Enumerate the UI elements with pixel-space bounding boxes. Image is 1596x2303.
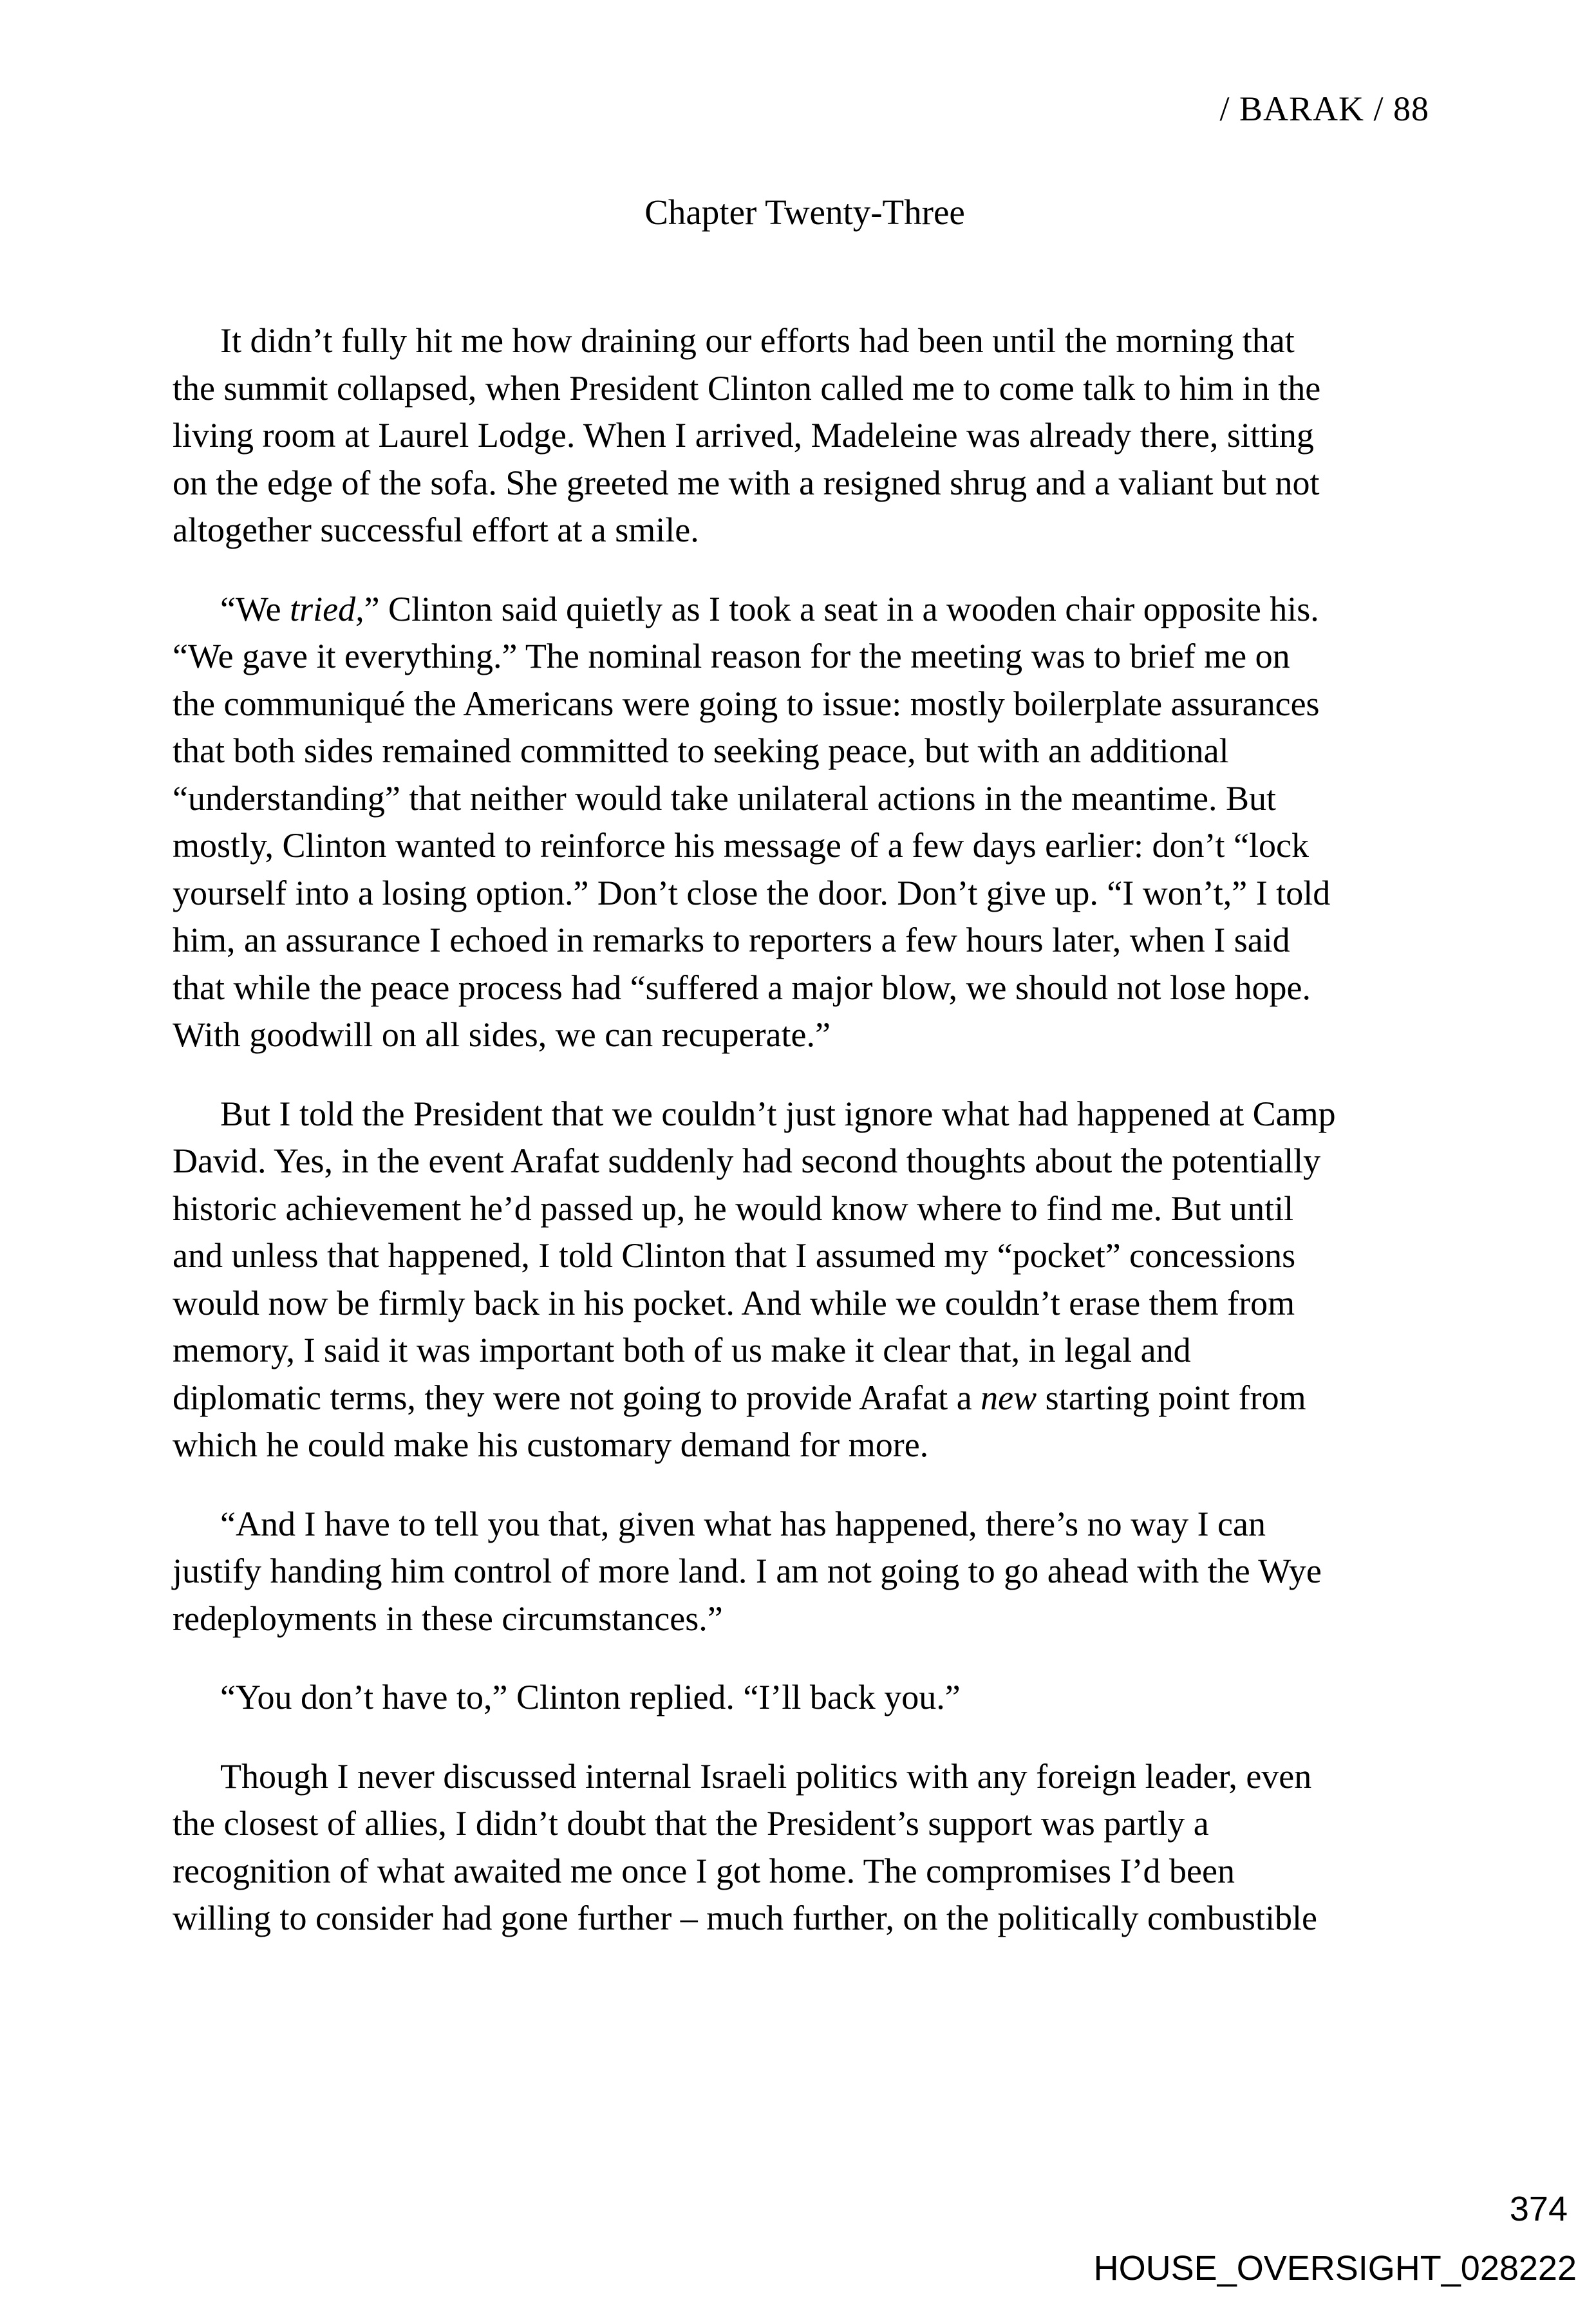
text-line [173, 870, 1444, 917]
text-line [173, 1548, 1444, 1595]
text-run: yourself into a losing option.” Don’t close the door. Don’t give up. “I won’t,” I told [173, 873, 1331, 912]
text-run: justify handing him control of more land. I am not going to go ahead with the Wye [173, 1552, 1322, 1590]
italic-text-run: tried, [290, 589, 364, 628]
italic-text-run: new [981, 1378, 1037, 1417]
text-line [173, 1501, 1444, 1548]
paragraph [173, 317, 1444, 554]
text-run: on the edge of the sofa. She greeted me with a resigned shrug and a valiant but not [173, 463, 1320, 502]
text-run: historic achievement he’d passed up, he would know where to find me. But until [173, 1189, 1294, 1228]
text-line [173, 1848, 1444, 1895]
text-run: With goodwill on all sides, we can recuperate.” [173, 1015, 831, 1054]
text-line [173, 681, 1444, 728]
text-run: “We [220, 589, 290, 628]
text-line [173, 1138, 1444, 1185]
text-run: him, an assurance I echoed in remarks to reporters a few hours later, when I said [173, 921, 1290, 959]
paragraph [173, 586, 1444, 1059]
paragraph [173, 1501, 1444, 1643]
text-line [173, 1595, 1444, 1643]
text-run: “And I have to tell you that, given what has happened, there’s no way I can [220, 1504, 1266, 1543]
text-line [173, 964, 1444, 1012]
text-line [173, 1280, 1444, 1328]
text-run: diplomatic terms, they were not going to provide Arafat a [173, 1378, 981, 1417]
text-run: willing to consider had gone further – much further, on the politically combustible [173, 1899, 1317, 1937]
text-line [173, 365, 1444, 413]
text-line [173, 1800, 1444, 1848]
text-line [173, 317, 1444, 365]
text-line [173, 1327, 1444, 1375]
text-line [173, 728, 1444, 775]
text-run: But I told the President that we couldn’t just ignore what had happened at Camp [220, 1094, 1336, 1133]
text-run: memory, I said it was important both of us make it clear that, in legal and [173, 1331, 1191, 1369]
text-line [173, 507, 1444, 554]
text-run: Though I never discussed internal Israeli politics with any foreign leader, even [220, 1756, 1312, 1796]
text-line [173, 412, 1444, 460]
text-run: “We gave it everything.” The nominal reason for the meeting was to brief me on [173, 637, 1290, 675]
text-run: the summit collapsed, when President Clinton called me to come talk to him in the [173, 368, 1321, 408]
text-run: “understanding” that neither would take unilateral actions in the meantime. But [173, 778, 1276, 818]
text-run: and unless that happened, I told Clinton that I assumed my “pocket” concessions [173, 1236, 1296, 1275]
text-line [173, 460, 1444, 507]
text-line [173, 586, 1444, 634]
chapter-title: Chapter Twenty-Three [644, 193, 965, 232]
text-line [173, 1753, 1444, 1801]
text-line [173, 1011, 1444, 1059]
text-run: starting point from [1037, 1378, 1306, 1417]
text-run: “You don’t have to,” Clinton replied. “I’ll back you.” [220, 1678, 961, 1716]
text-run: that while the peace process had “suffered a major blow, we should not lose hope. [173, 968, 1311, 1007]
text-line [173, 775, 1444, 823]
text-line [173, 1422, 1444, 1469]
text-run: the communiqué the Americans were going to issue: mostly boilerplate assurances [173, 684, 1320, 723]
running-header: / BARAK / 88 [1219, 89, 1429, 128]
text-run: the closest of allies, I didn’t doubt that the President’s support was partly a [173, 1804, 1209, 1843]
text-run: living room at Laurel Lodge. When I arrived, Madeleine was already there, sitting [173, 416, 1314, 455]
text-line [173, 1674, 1444, 1722]
text-line [173, 1185, 1444, 1233]
text-run: that both sides remained committed to seeking peace, but with an additional [173, 731, 1229, 770]
paragraph [173, 1674, 1444, 1722]
text-line [173, 1375, 1444, 1422]
text-run: altogether successful effort at a smile. [173, 511, 699, 549]
text-line [173, 633, 1444, 681]
paragraph [173, 1091, 1444, 1469]
bates-stamp: HOUSE_OVERSIGHT_028222 [1093, 2249, 1577, 2288]
text-line [173, 822, 1444, 870]
text-run: which he could make his customary demand for more. [173, 1425, 929, 1464]
page-number: 374 [1509, 2190, 1568, 2228]
text-run: David. Yes, in the event Arafat suddenly had second thoughts about the potentially [173, 1142, 1321, 1180]
paragraph [173, 1753, 1444, 1942]
text-run: recognition of what awaited me once I got home. The compromises I’d been [173, 1851, 1235, 1890]
text-line [173, 1091, 1444, 1138]
text-line [173, 917, 1444, 964]
text-run: It didn’t fully hit me how draining our efforts had been until the morning that [220, 321, 1295, 360]
text-run: mostly, Clinton wanted to reinforce his message of a few days earlier: don’t “lock [173, 826, 1309, 865]
text-line [173, 1232, 1444, 1280]
body-text [173, 317, 1444, 1942]
text-line [173, 1895, 1444, 1942]
text-run: would now be firmly back in his pocket. And while we couldn’t erase them from [173, 1283, 1295, 1322]
text-run: redeployments in these circumstances.” [173, 1599, 723, 1638]
text-run: ” Clinton said quietly as I took a seat in a wooden chair opposite his. [364, 589, 1319, 628]
